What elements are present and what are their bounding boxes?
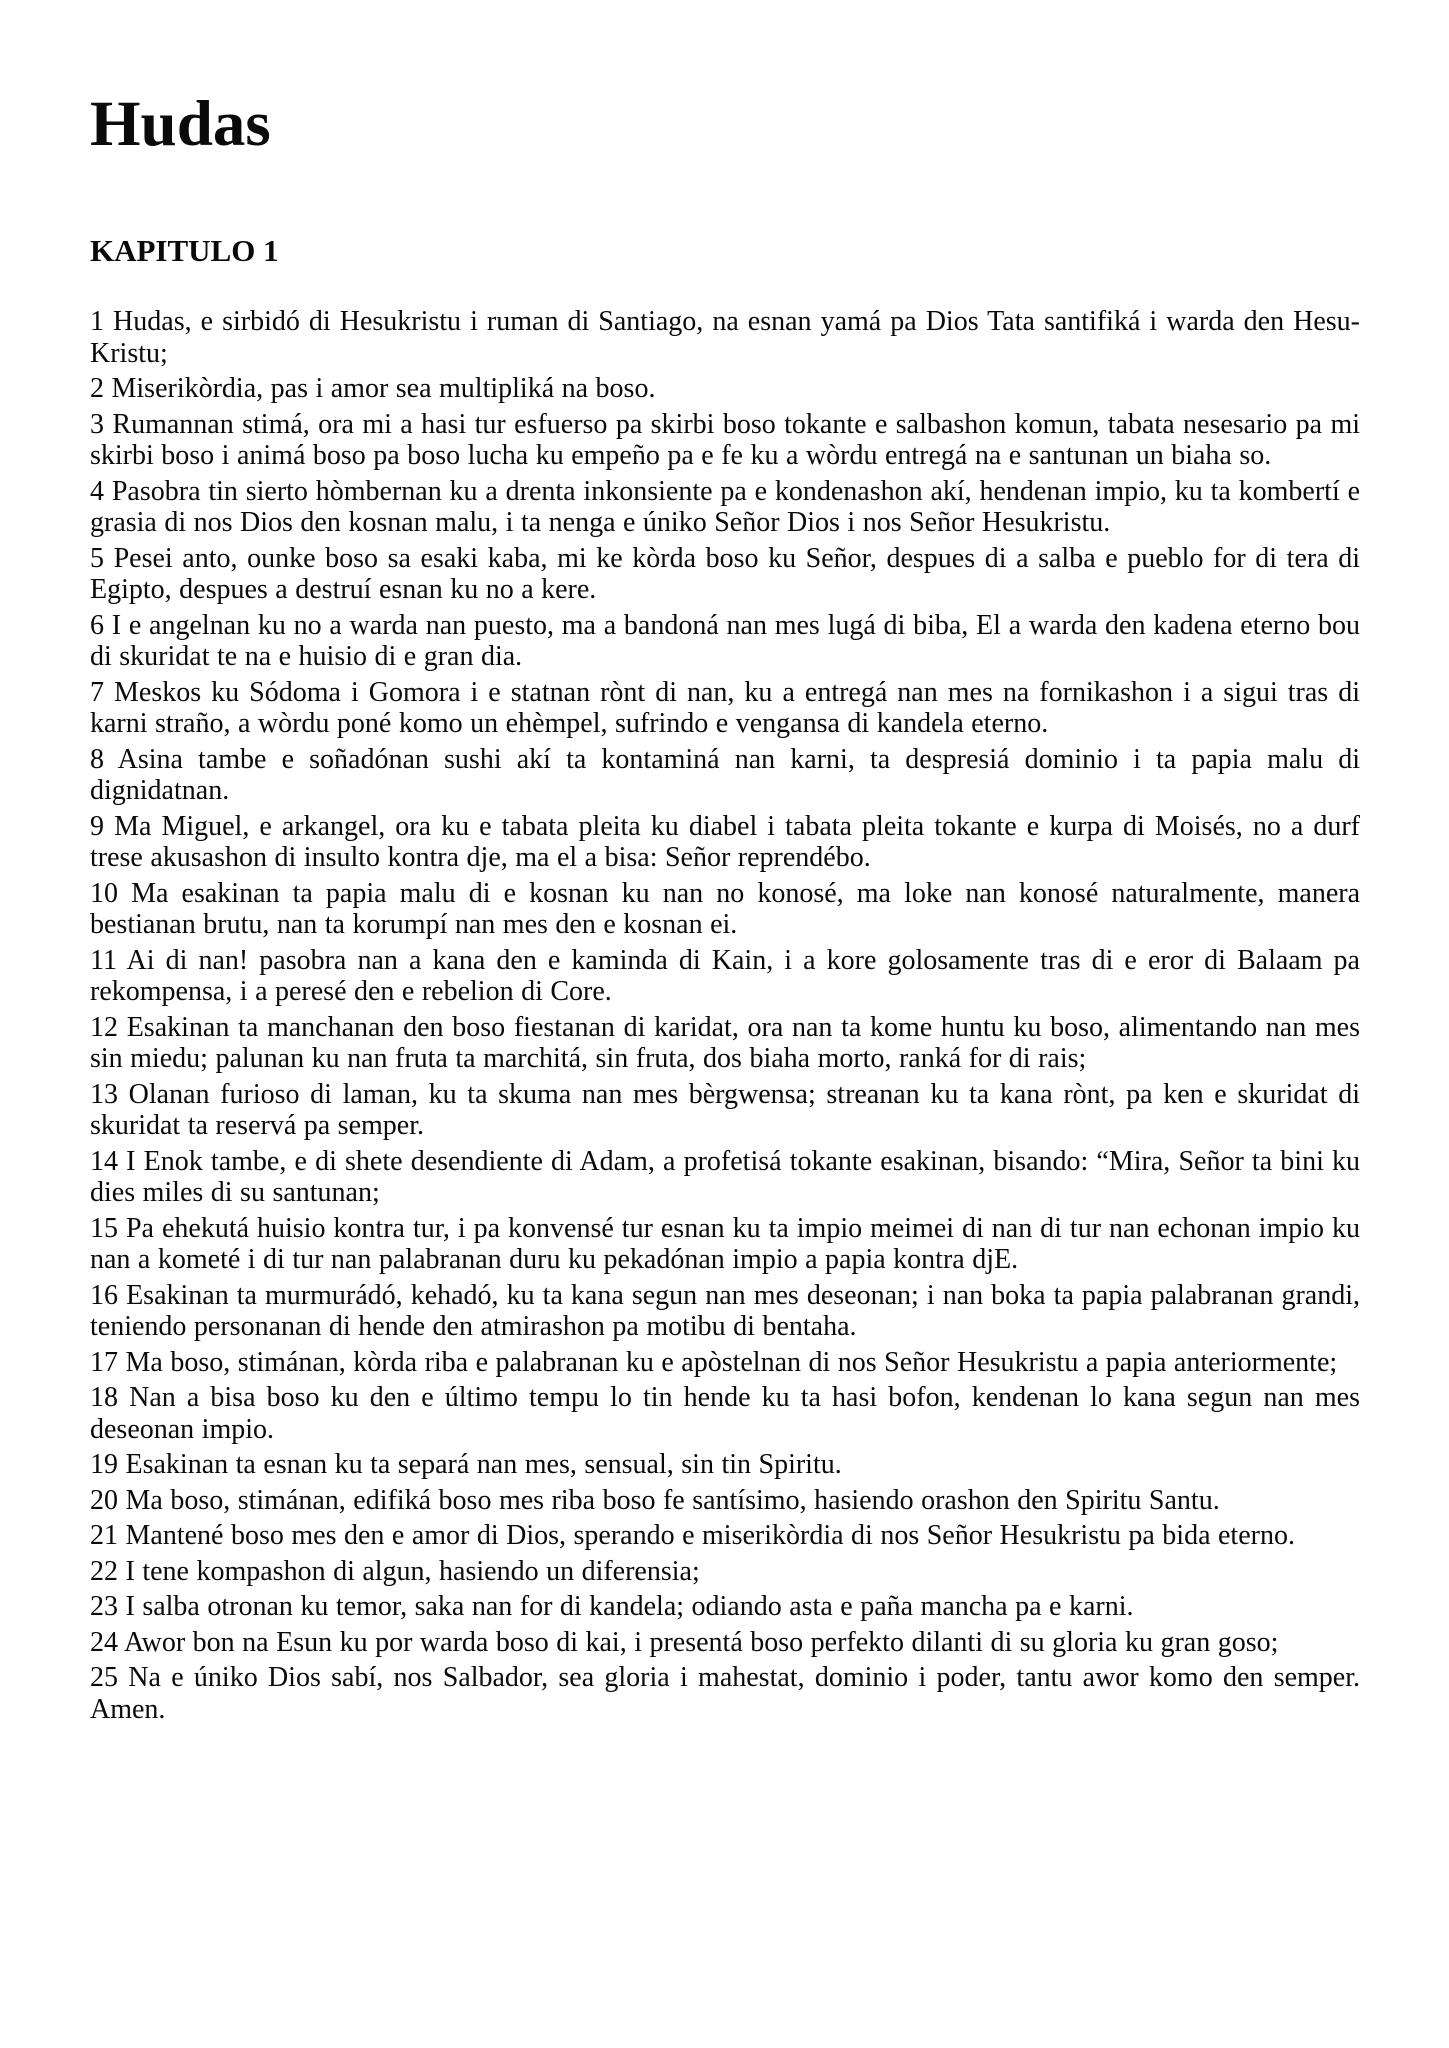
verse-text: Ma Miguel, e arkangel, ora ku e tabata pleita ku diabel i tabata pleita tokante e kurpa di Moisés, no a durf trese akusashon di insulto kontra dje, ma el a bisa: Señor reprendébo.	[90, 810, 1361, 873]
verse-25	[90, 1662, 1360, 1725]
verse-23	[90, 1591, 1360, 1623]
verse-5	[90, 543, 1360, 606]
verse-number: 8	[90, 743, 104, 775]
verse-text: I e angelnan ku no a warda nan puesto, ma a bandoná nan mes lugá di biba, El a warda den kadena eterno bou di skuridat te na e huisio di e gran dia.	[90, 609, 1360, 672]
verse-text: Meskos ku Sódoma i Gomora i e statnan rònt di nan, ku a entregá nan mes na fornikashon i a sigui tras di karni straño, a wòrdu poné komo un ehèmpel, sufrindo e vengansa di kandela eterno.	[90, 676, 1360, 739]
verse-text: Ma esakinan ta papia malu di e kosnan ku nan no konosé, ma loke nan konosé naturalmente, manera bestianan brutu, nan ta korumpí nan mes den e kosnan ei.	[90, 877, 1360, 940]
verse-21	[90, 1520, 1360, 1552]
verse-16	[90, 1280, 1360, 1343]
verse-14	[90, 1146, 1360, 1209]
verse-number: 15	[90, 1212, 118, 1244]
verses	[90, 306, 1360, 1725]
verse-15	[90, 1213, 1360, 1276]
verse-text: I salba otronan ku temor, saka nan for di kandela; odiando asta e paña mancha pa e karni.	[125, 1591, 1134, 1622]
verse-text: Mantené boso mes den e amor di Dios, sperando e miserikòrdia di nos Señor Hesukristu pa bida eterno.	[125, 1520, 1295, 1551]
verse-text: Asina tambe e soñadónan sushi akí ta kontaminá nan karni, ta despresiá dominio i ta papia malu di dignidatnan.	[90, 743, 1360, 806]
verse-number: 20	[90, 1484, 118, 1516]
verse-text: Hudas, e sirbidó di Hesukristu i ruman di Santiago, na esnan yamá pa Dios Tata santifiká i warda den Hesu-Kristu;	[90, 306, 1360, 369]
chapter-heading: KAPITULO 1	[90, 233, 279, 268]
verse-19	[90, 1449, 1360, 1481]
verse-text: Esakinan ta esnan ku ta separá nan mes, sensual, sin tin Spiritu.	[125, 1449, 842, 1480]
verse-number: 5	[90, 542, 104, 574]
verse-text: Ma boso, stimánan, kòrda riba e palabranan ku e apòstelnan di nos Señor Hesukristu a papia anteriormente;	[125, 1346, 1338, 1378]
verse-number: 3	[90, 408, 104, 440]
verse-number: 23	[90, 1591, 118, 1622]
verse-9	[90, 811, 1360, 874]
verse-text: Awor bon na Esun ku por warda boso di kai, i presentá boso perfekto dilanti di su gloria ku gran goso;	[123, 1626, 1279, 1658]
verse-number: 9	[90, 810, 104, 842]
verse-7	[90, 677, 1360, 740]
verse-number: 13	[90, 1078, 118, 1110]
verse-4	[90, 476, 1360, 539]
verse-22	[90, 1556, 1360, 1588]
verse-text: Olanan furioso di laman, ku ta skuma nan mes bèrgwensa; streanan ku ta kana rònt, pa ken e skuridat di skuridat ta reservá pa semper.	[90, 1078, 1360, 1141]
verse-number: 2	[90, 373, 104, 404]
verse-number: 6	[90, 609, 104, 641]
verse-text: Esakinan ta murmurádó, kehadó, ku ta kana segun nan mes deseonan; i nan boka ta papia palabranan grandi, teniendo personanan di hende den atmirashon pa motibu di bentaha.	[90, 1279, 1361, 1342]
verse-number: 16	[90, 1279, 118, 1311]
verse-number: 19	[90, 1449, 118, 1480]
verse-number: 18	[90, 1382, 118, 1413]
verse-20	[90, 1485, 1360, 1517]
verse-text: I tene kompashon di algun, hasiendo un diferensia;	[125, 1555, 700, 1587]
verse-number: 17	[90, 1346, 118, 1378]
verse-10	[90, 878, 1360, 941]
verse-text: Pasobra tin sierto hòmbernan ku a drenta inkonsiente pa e kondenashon akí, hendenan impio, ku ta kombertí e grasia di nos Dios den kosnan malu, i ta nenga e úniko Señor Dios i nos Señor Hesukristu.	[90, 475, 1361, 538]
verse-text: Pa ehekutá huisio kontra tur, i pa konvensé tur esnan ku ta impio meimei di nan di tur nan echonan impio ku nan a kometé i di tur nan palabranan duru ku pekadónan impio a papia kontra djE.	[90, 1212, 1360, 1275]
verse-number: 12	[90, 1011, 118, 1043]
verse-1	[90, 306, 1360, 369]
verse-number: 4	[90, 475, 104, 507]
verse-11	[90, 945, 1360, 1008]
verse-number: 7	[90, 676, 104, 708]
verse-text: Ma boso, stimánan, edifiká boso mes riba boso fe santísimo, hasiendo orashon den Spiritu Santu.	[125, 1484, 1220, 1516]
verse-number: 10	[90, 877, 118, 909]
verse-text: Nan a bisa boso ku den e último tempu lo tin hende ku ta hasi bofon, kendenan lo kana segun nan mes deseonan impio.	[90, 1382, 1360, 1445]
verse-6	[90, 610, 1360, 673]
verse-3	[90, 409, 1360, 472]
verse-number: 14	[90, 1145, 118, 1177]
verse-number: 1	[90, 306, 104, 337]
verse-number: 11	[90, 944, 117, 976]
verse-text: Esakinan ta manchanan den boso fiestanan di karidat, ora nan ta kome huntu ku boso, alimentando nan mes sin miedu; palunan ku nan fruta ta marchitá, sin fruta, dos biaha morto, ranká for di rais;	[90, 1011, 1361, 1074]
verse-18	[90, 1382, 1360, 1445]
verse-17	[90, 1347, 1360, 1379]
book-title: Hudas	[90, 88, 271, 160]
verse-text: Ai di nan! pasobra nan a kana den e kaminda di Kain, i a kore golosamente tras di e eror di Balaam pa rekompensa, i a peresé den e rebelion di Core.	[90, 944, 1360, 1007]
verse-text: Rumannan stimá, ora mi a hasi tur esfuerso pa skirbi boso tokante e salbashon komun, tabata nesesario pa mi skirbi boso i animá boso pa boso lucha ku empeño pa e fe ku a wòrdu entregá na e santunan un biaha so.	[90, 408, 1361, 471]
verse-number: 22	[90, 1555, 118, 1587]
verse-text: Na e úniko Dios sabí, nos Salbador, sea gloria i mahestat, dominio i poder, tantu awor komo den semper. Amen.	[90, 1662, 1361, 1725]
verse-number: 21	[90, 1520, 118, 1551]
verse-text: Pesei anto, ounke boso sa esaki kaba, mi ke kòrda boso ku Señor, despues di a salba e pueblo for di tera di Egipto, despues a destruí esnan ku no a kere.	[90, 542, 1360, 605]
verse-text: I Enok tambe, e di shete desendiente di Adam, a profetisá tokante esakinan, bisando: “Mira, Señor ta bini ku dies miles di su santunan;	[90, 1145, 1361, 1208]
verse-8	[90, 744, 1360, 807]
verse-13	[90, 1079, 1360, 1142]
verse-2	[90, 373, 1360, 405]
verse-number: 24	[90, 1626, 118, 1658]
verse-12	[90, 1012, 1360, 1075]
verse-text: Miserikòrdia, pas i amor sea multipliká na boso.	[111, 373, 656, 404]
verse-number: 25	[90, 1662, 118, 1693]
verse-24	[90, 1627, 1360, 1659]
